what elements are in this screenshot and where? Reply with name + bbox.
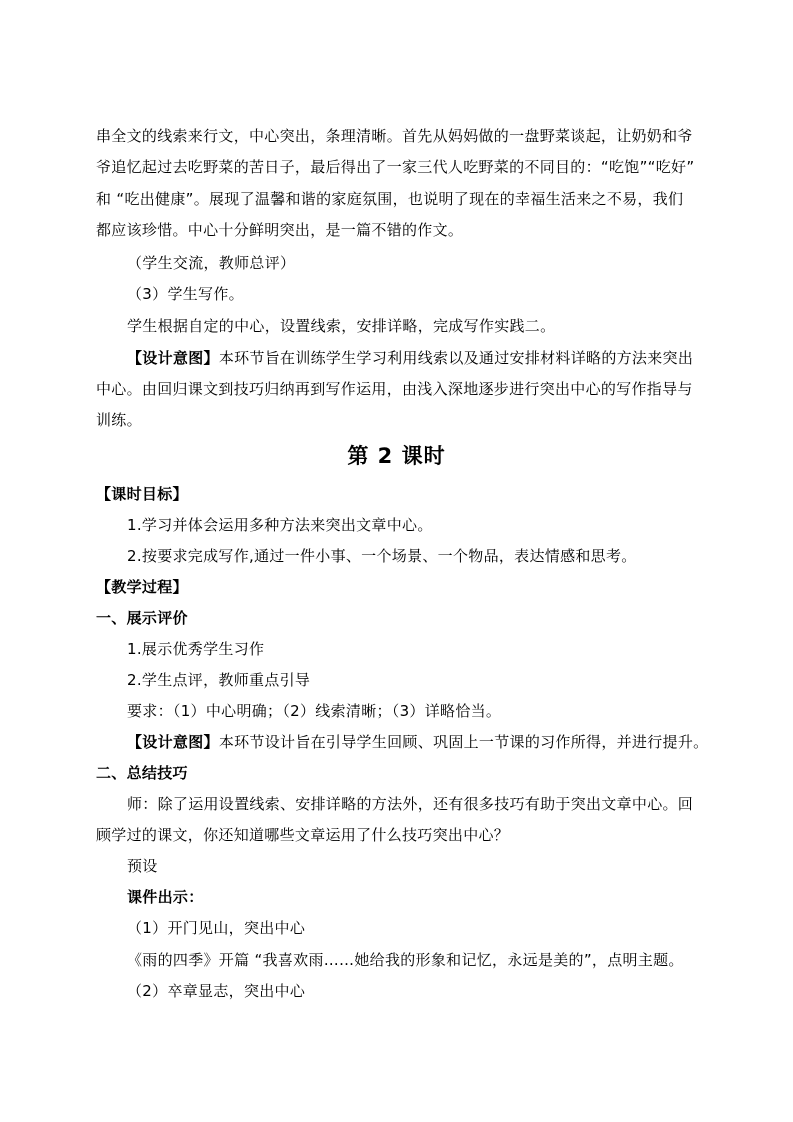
list-item: 1.展示优秀学生习作 xyxy=(127,640,265,658)
process-heading: 【教学过程】 xyxy=(96,578,188,596)
body-text-line: （学生交流，教师总评） xyxy=(127,254,296,272)
body-text-line: （2）卒章显志，突出中心 xyxy=(127,982,306,1000)
objective-item: 1.学习并体会运用多种方法来突出文章中心。 xyxy=(127,516,433,534)
design-intent-label: 【设计意图】 xyxy=(127,349,219,367)
objective-item: 2.按要求完成写作,通过一件小事、一个场景、一个物品，表达情感和思考。 xyxy=(127,547,637,565)
design-intent-line xyxy=(127,348,693,368)
section-title: 二、总结技巧 xyxy=(96,764,188,782)
body-text-line: 训练。 xyxy=(96,411,142,429)
body-text-line: 预设 xyxy=(127,857,158,875)
design-intent-line xyxy=(127,732,708,752)
objectives-heading: 【课时目标】 xyxy=(96,485,188,503)
body-text-line: 爷追忆起过去吃野菜的苦日子，最后得出了一家三代人吃野菜的不同目的：“吃饱”“吃好” xyxy=(96,158,695,176)
body-text-line: （1）开门见山，突出中心 xyxy=(127,919,306,937)
body-text-line: 都应该珍惜。中心十分鲜明突出，是一篇不错的作文。 xyxy=(96,221,464,239)
body-text-line: 学生根据自定的中心，设置线索，安排详略，完成写作实践二。 xyxy=(127,317,556,335)
design-intent-text: 本环节旨在训练学生学习利用线索以及通过安排材料详略的方法来突出 xyxy=(218,349,694,367)
list-item: 要求：（1）中心明确；（2）线索清晰；（3）详略恰当。 xyxy=(127,702,502,720)
body-text-line: 顾学过的课文，你还知道哪些文章运用了什么技巧突出中心？ xyxy=(96,826,510,844)
list-item: 2.学生点评，教师重点引导 xyxy=(127,671,311,689)
body-text-line: 师：除了运用设置线索、安排详略的方法外，还有很多技巧有助于突出文章中心。回 xyxy=(127,795,694,813)
section-title: 一、展示评价 xyxy=(96,609,188,627)
lesson-title: 第 2 课时 xyxy=(347,444,446,468)
body-text-line: 串全文的线索来行文，中心突出，条理清晰。首先从妈妈做的一盘野菜谈起，让奶奶和爷 xyxy=(96,127,693,145)
design-intent-label: 【设计意图】 xyxy=(127,733,219,751)
body-text-line: 《雨的四季》开篇 “我喜欢雨……她给我的形象和记忆，永远是美的”，点明主题。 xyxy=(127,951,684,969)
body-text-line: （3）学生写作。 xyxy=(127,285,244,303)
body-text-line: 中心。由回归课文到技巧归纳再到写作运用，由浅入深地逐步进行突出中心的写作指导与 xyxy=(96,380,693,398)
body-text-line: 和 “吃出健康”。展现了温馨和谐的家庭氛围，也说明了现在的幸福生活来之不易，我们 xyxy=(96,190,684,208)
design-intent-text: 本环节设计旨在引导学生回顾、巩固上一节课的习作所得，并进行提升。 xyxy=(218,733,709,751)
courseware-label: 课件出示： xyxy=(127,888,204,906)
